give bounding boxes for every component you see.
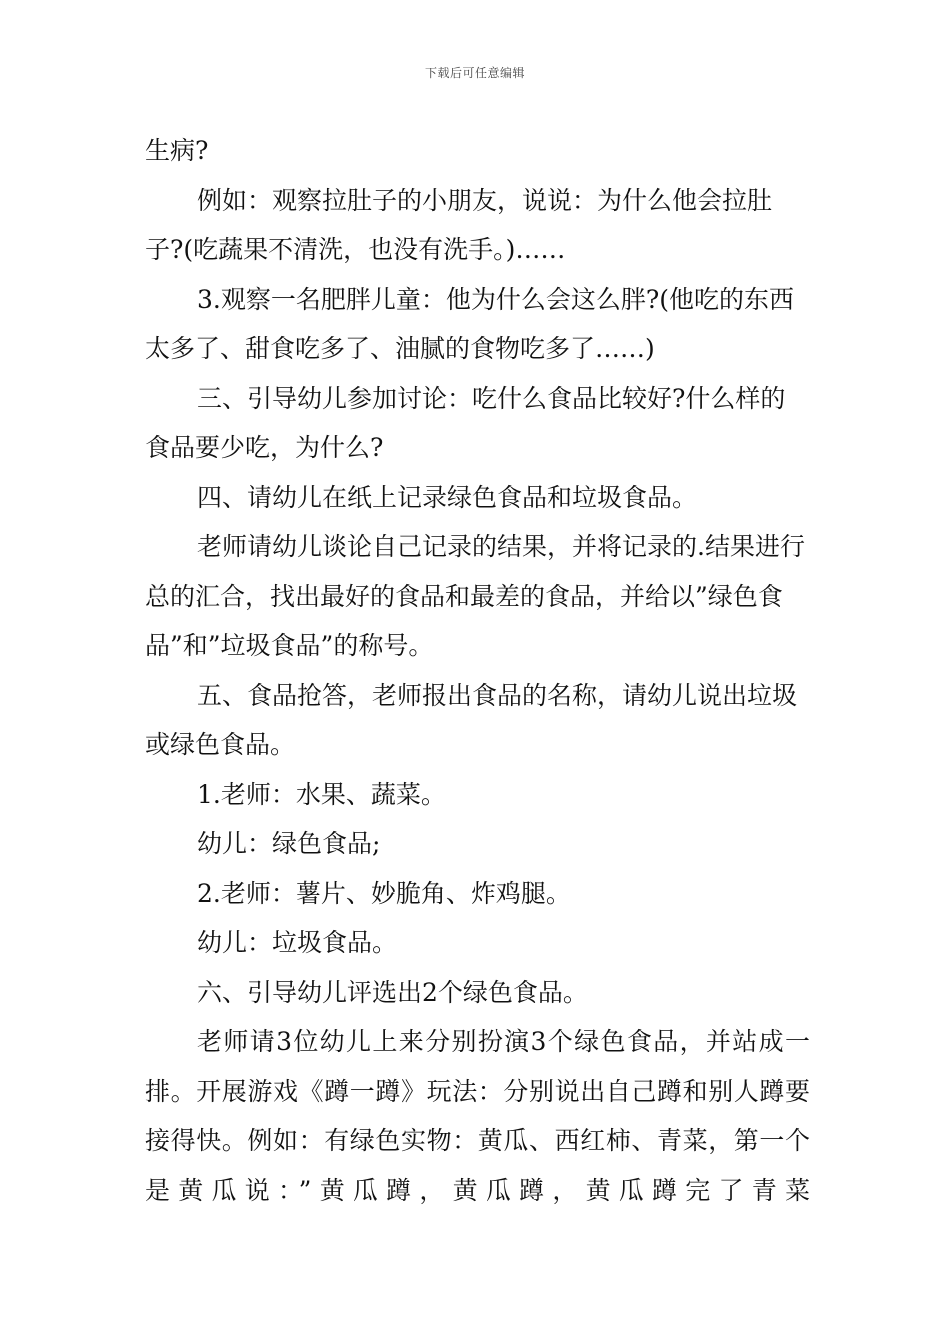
paragraph: 幼儿：垃圾食品。 [197, 928, 398, 957]
paragraph: 幼儿：绿色食品; [197, 829, 381, 858]
paragraph: 老师请3位幼儿上来分别扮演3个绿色食品，并站成一排。开展游戏《蹲一蹲》玩法：分别说出自己蹲和别人蹲要接得快。例如：有绿色实物：黄瓜、西红柿、青菜，第一个是黄瓜说：”黄瓜蹲，黄瓜蹲，黄瓜蹲完了青菜 [145, 1027, 810, 1205]
paragraph: 2.老师：薯片、妙脆角、炸鸡腿。 [197, 878, 571, 908]
paragraph: 生病? [145, 136, 209, 165]
document-body [145, 126, 810, 1215]
paragraph: 四、请幼儿在纸上记录绿色食品和垃圾食品。 [197, 482, 698, 512]
paragraph: 老师请幼儿谈论自己记录的结果，并将记录的.结果进行总的汇合，找出最好的食品和最差的食品，并给以”绿色食品”和”垃圾食品”的称号。 [145, 532, 805, 660]
paragraph: 1.老师：水果、蔬菜。 [197, 779, 446, 809]
paragraph: 三、引导幼儿参加讨论：吃什么食品比较好?什么样的食品要少吃，为什么? [145, 383, 786, 462]
paragraph: 例如：观察拉肚子的小朋友，说说：为什么他会拉肚子?(吃蔬果不清洗，也没有洗手。)…… [145, 185, 773, 264]
paragraph: 3.观察一名肥胖儿童：他为什么会这么胖?(他吃的东西太多了、甜食吃多了、油腻的食物吃多了……) [145, 284, 795, 363]
paragraph: 五、食品抢答，老师报出食品的名称，请幼儿说出垃圾或绿色食品。 [145, 680, 798, 759]
header-note: 下载后可任意编辑 [424, 66, 525, 80]
paragraph: 六、引导幼儿评选出2个绿色食品。 [197, 977, 588, 1007]
